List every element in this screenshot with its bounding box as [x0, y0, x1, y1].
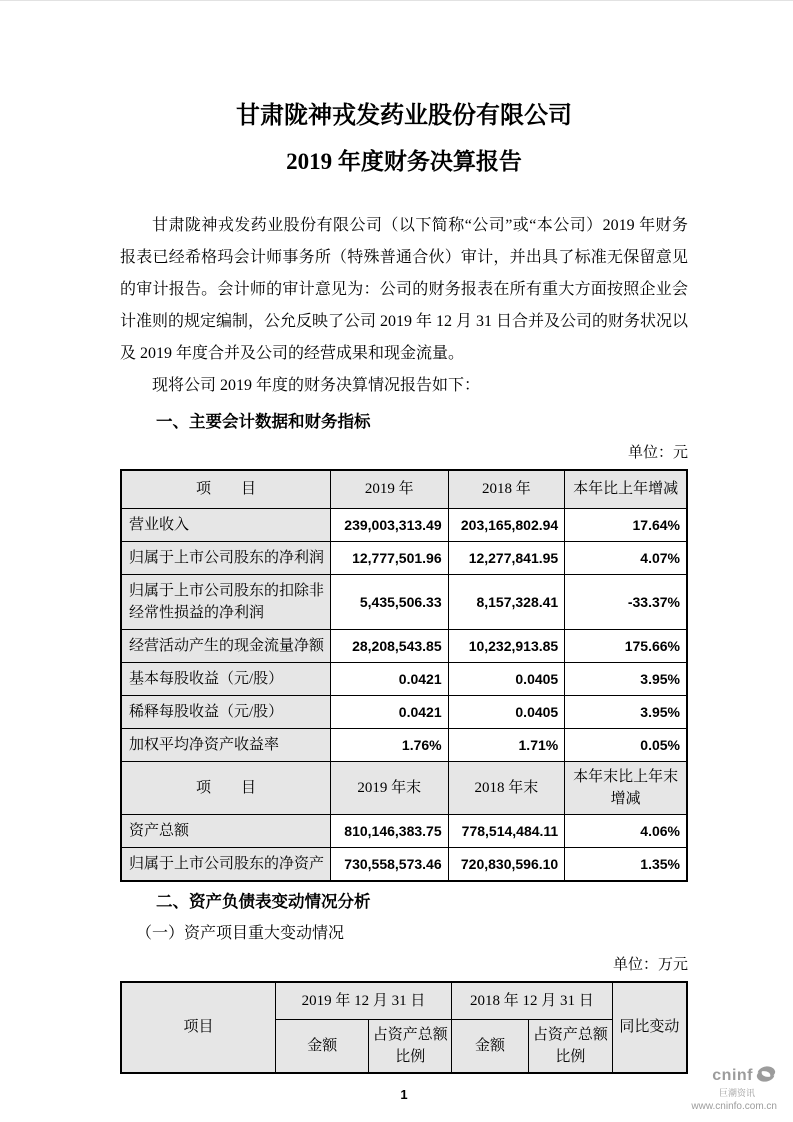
cninfo-logo — [691, 1064, 777, 1112]
value-2018-cell: 0.0405 — [448, 695, 565, 728]
metric-label-cell: 加权平均净资产收益率 — [121, 728, 330, 761]
cninfo-brand-text: cninf — [712, 1067, 753, 1085]
value-2018-cell: 0.0405 — [448, 662, 565, 695]
asset-table-header-row-1 — [121, 982, 687, 1020]
value-2019-cell: 5,435,506.33 — [330, 574, 448, 629]
table-header-row-yearend — [121, 761, 687, 814]
metric-label-cell: 经营活动产生的现金流量净额 — [121, 629, 330, 662]
metric-label-cell: 归属于上市公司股东的净利润 — [121, 541, 330, 574]
change-cell: 3.95% — [565, 662, 687, 695]
metric-label-cell: 营业收入 — [121, 508, 330, 541]
table-row — [121, 629, 687, 662]
header-2018-cell: 2018 年 — [448, 470, 565, 508]
section-1-heading: 一、主要会计数据和财务指标 — [156, 412, 371, 431]
cninfo-chinese-name: 巨潮资讯 — [718, 1088, 755, 1099]
metric-label-cell: 基本每股收益（元/股） — [121, 662, 330, 695]
table-row — [121, 574, 687, 629]
intro-paragraph: 甘肃陇神戎发药业股份有限公司（以下简称“公司”或“本公司）2019 年财务报表已经希格玛会计师事务所（特殊普通合伙）审计，并出具了标准无保留意见的审计报告。会计师的审计意见为：公司的财务报表在所有重大方面按照企业会计准则的规定编制，公允反映了公司 2019 年 12 月 31 日合并及公司的财务状况以及 2019 年度合并及公司的经营成果和现金流量。 — [120, 217, 689, 362]
table-header-row — [121, 470, 687, 508]
table-row — [121, 814, 687, 847]
section-2-heading: 二、资产负债表变动情况分析 — [156, 891, 371, 911]
header-ratio-2019-cell: 占资产总额比例 — [369, 1020, 452, 1074]
header-yearend-change-cell: 本年末比上年末增减 — [565, 761, 687, 814]
header-2019-cell: 2019 年 — [330, 470, 448, 508]
key-financials-table — [120, 469, 688, 882]
value-2018-cell: 203,165,802.94 — [448, 508, 565, 541]
value-2018-cell: 720,830,596.10 — [448, 847, 565, 881]
change-cell: 175.66% — [565, 629, 687, 662]
page-number: 1 — [400, 1087, 408, 1102]
cninfo-url: www.cninfo.com.cn — [691, 1101, 777, 1112]
subsection-2-1-heading: （一）资产项目重大变动情况 — [136, 924, 345, 942]
change-cell: 4.06% — [565, 814, 687, 847]
page-content — [120, 1, 688, 1102]
value-2019-cell: 730,558,573.46 — [330, 847, 448, 881]
value-2018-cell: 778,514,484.11 — [448, 814, 565, 847]
header-2018-end-cell: 2018 年末 — [448, 761, 565, 814]
header-item-cell: 项 目 — [121, 761, 330, 814]
header-item-cell: 项 目 — [121, 470, 330, 508]
value-2018-cell: 12,277,841.95 — [448, 541, 565, 574]
value-2019-cell: 0.0421 — [330, 662, 448, 695]
table-row — [121, 508, 687, 541]
asset-change-table — [120, 981, 688, 1075]
table-row — [121, 695, 687, 728]
document-title-line1: 甘肃陇神戎发药业股份有限公司 — [236, 103, 572, 129]
change-cell: 17.64% — [565, 508, 687, 541]
lead-in-paragraph: 现将公司 2019 年度的财务决算情况报告如下： — [152, 377, 481, 394]
value-2019-cell: 1.76% — [330, 728, 448, 761]
metric-label-cell: 资产总额 — [121, 814, 330, 847]
change-cell: 0.05% — [565, 728, 687, 761]
table-row — [121, 728, 687, 761]
value-2019-cell: 28,208,543.85 — [330, 629, 448, 662]
change-cell: -33.37% — [565, 574, 687, 629]
header-amount-2018-cell: 金额 — [452, 1020, 529, 1074]
unit-label-wanyuan: 单位：万元 — [612, 956, 688, 973]
change-cell: 4.07% — [565, 541, 687, 574]
header-item-cell: 项目 — [121, 982, 276, 1074]
unit-label-yuan: 单位：元 — [627, 445, 688, 461]
header-amount-2019-cell: 金额 — [276, 1020, 369, 1074]
header-2019-end-cell: 2019 年末 — [330, 761, 448, 814]
change-cell: 3.95% — [565, 695, 687, 728]
value-2019-cell: 0.0421 — [330, 695, 448, 728]
metric-label-cell: 归属于上市公司股东的扣除非经常性损益的净利润 — [121, 574, 330, 629]
value-2019-cell: 12,777,501.96 — [330, 541, 448, 574]
value-2019-cell: 810,146,383.75 — [330, 814, 448, 847]
table-row — [121, 541, 687, 574]
header-change-cell: 本年比上年增减 — [565, 470, 687, 508]
header-group-2018-cell: 2018 年 12 月 31 日 — [452, 982, 613, 1020]
value-2019-cell: 239,003,313.49 — [330, 508, 448, 541]
header-yoy-cell: 同比变动 — [612, 982, 687, 1074]
document-title-line2: 2019 年度财务决算报告 — [286, 149, 522, 174]
value-2018-cell: 8,157,328.41 — [448, 574, 565, 629]
change-cell: 1.35% — [565, 847, 687, 881]
table-row — [121, 662, 687, 695]
metric-label-cell: 归属于上市公司股东的净资产 — [121, 847, 330, 881]
cninfo-swirl-icon — [755, 1064, 777, 1089]
metric-label-cell: 稀释每股收益（元/股） — [121, 695, 330, 728]
value-2018-cell: 1.71% — [448, 728, 565, 761]
header-group-2019-cell: 2019 年 12 月 31 日 — [276, 982, 452, 1020]
table-row — [121, 847, 687, 881]
value-2018-cell: 10,232,913.85 — [448, 629, 565, 662]
header-ratio-2018-cell: 占资产总额比例 — [528, 1020, 612, 1074]
